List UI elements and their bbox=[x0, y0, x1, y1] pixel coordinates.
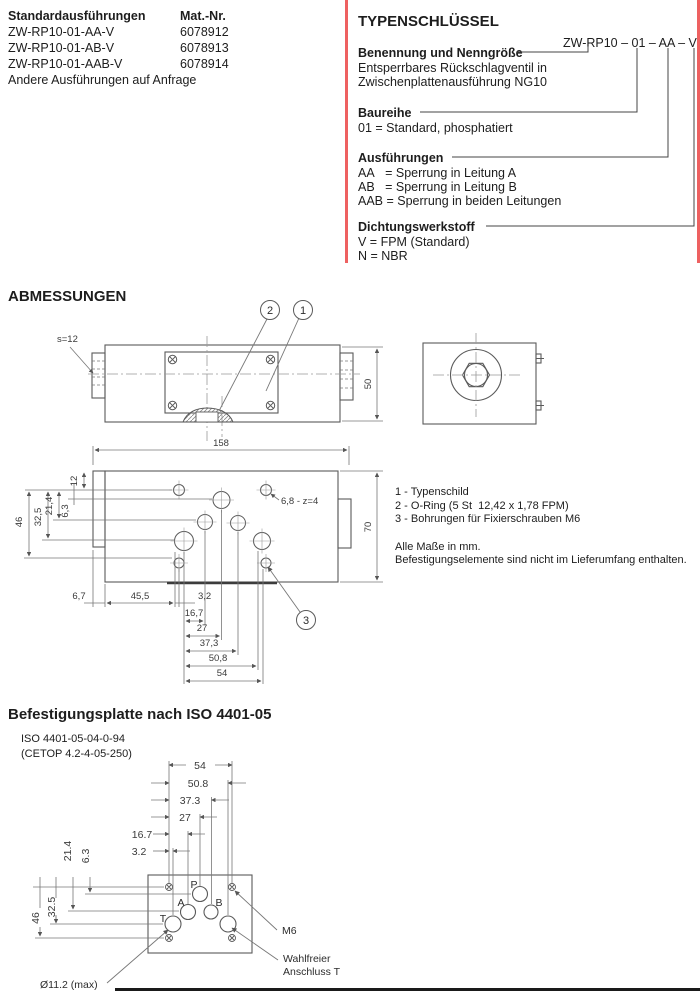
dim-6-7-label: 6,7 bbox=[72, 591, 86, 602]
type-key-title: TYPENSCHLÜSSEL bbox=[358, 13, 499, 30]
units-note: Alle Maße in mm. bbox=[395, 540, 481, 553]
dim-12-label: 12 bbox=[69, 475, 80, 487]
type-key-connectors bbox=[420, 46, 694, 226]
series-heading: Baureihe bbox=[358, 106, 412, 120]
plate-dim-54-label: 54 bbox=[194, 760, 206, 772]
variant-line: AA = Sperrung in Leitung A bbox=[358, 166, 517, 180]
spec-table-note: Andere Ausführungen auf Anfrage bbox=[8, 73, 197, 87]
callout-2-leader bbox=[219, 319, 267, 411]
plate-dim-3-2-label: 3.2 bbox=[131, 846, 147, 858]
hole-center-ticks bbox=[170, 481, 276, 573]
port-b-label: B bbox=[215, 897, 223, 909]
spec-col-type-header: Standardausführungen bbox=[8, 9, 146, 23]
callout-1-leader bbox=[266, 318, 299, 391]
port-t-hole bbox=[165, 916, 181, 932]
variant-line: AB = Sperrung in Leitung B bbox=[358, 180, 517, 194]
variant-line: AAB = Sperrung in beiden Leitungen bbox=[358, 194, 562, 208]
dimensions-title: ABMESSUNGEN bbox=[8, 288, 127, 305]
fasteners-note: Befestigungselemente sind nicht im Lieferumfang enthalten. bbox=[395, 554, 687, 566]
dim-6-3-label: 6,3 bbox=[60, 504, 71, 518]
height-70-dim bbox=[340, 471, 383, 582]
side-body-outline bbox=[423, 343, 536, 424]
dim-46-label: 46 bbox=[14, 516, 25, 528]
dim-45-5-label: 45,5 bbox=[130, 591, 150, 602]
mounting-title: Befestigungsplatte nach ISO 4401-05 bbox=[8, 706, 272, 723]
valve-body-outline bbox=[105, 345, 340, 422]
optional-t-leader bbox=[232, 928, 278, 960]
mat-nr-cell: 6078913 bbox=[180, 41, 229, 55]
iso-subtitle: ISO 4401-05-04-0-94 bbox=[21, 733, 125, 745]
variants-connector bbox=[452, 48, 668, 157]
port-p-label: P bbox=[190, 879, 198, 891]
naming-line: Zwischenplattenausführung NG10 bbox=[358, 75, 548, 89]
type-key-code: ZW-RP10 – 01 – AA – V bbox=[563, 36, 697, 50]
naming-connector bbox=[517, 46, 588, 52]
callouts bbox=[219, 301, 313, 412]
dim-21-4-label: 21,4 bbox=[44, 496, 55, 516]
drawing-mounting-plate bbox=[30, 760, 341, 991]
callout-3-leader bbox=[268, 567, 300, 612]
type-code-cell: ZW-RP10-01-AB-V bbox=[8, 41, 115, 55]
m6-label: M6 bbox=[282, 925, 297, 937]
plate-dim-6-3-label: 6.3 bbox=[80, 848, 92, 864]
dim-50-8-label: 50,8 bbox=[208, 653, 228, 664]
diameter-label: Ø11.2 (max) bbox=[40, 979, 98, 991]
dim-37-3-label: 37,3 bbox=[199, 638, 219, 649]
right-tab bbox=[340, 353, 353, 400]
hole-spec-leader bbox=[271, 494, 279, 500]
legend-item: 1 - Typenschild bbox=[395, 486, 469, 498]
plate-dim-32-5-label: 32.5 bbox=[46, 896, 58, 918]
series-connector bbox=[420, 48, 637, 112]
left-tab bbox=[92, 353, 105, 398]
side-centerlines bbox=[433, 333, 520, 417]
plate-dim-27-label: 27 bbox=[179, 812, 191, 824]
o-ring-port bbox=[196, 412, 218, 422]
name-plate bbox=[165, 352, 278, 413]
legend-item: 2 - O-Ring (5 St 12,42 x 1,78 FPM) bbox=[395, 499, 569, 512]
plate-dim-37-3-label: 37.3 bbox=[179, 795, 201, 807]
port-a-label: A bbox=[177, 897, 185, 909]
dim-27-label: 27 bbox=[196, 623, 208, 634]
callout-3-label: 3 bbox=[302, 615, 310, 627]
drawing-bottom-view bbox=[14, 438, 383, 684]
footprint-right-notch bbox=[338, 499, 351, 548]
cetop-subtitle: (CETOP 4.2-4-05-250) bbox=[21, 748, 132, 760]
mat-nr-cell: 6078914 bbox=[180, 57, 229, 71]
dim-32-5-label: 32,5 bbox=[33, 507, 44, 527]
port-holes bbox=[174, 485, 272, 569]
drawing-side-view bbox=[423, 333, 544, 424]
seal-connector bbox=[486, 48, 694, 226]
plate-ports bbox=[165, 887, 236, 933]
legend-item: 3 - Bohrungen für Fixierschrauben M6 bbox=[395, 513, 581, 525]
footprint-left-tab bbox=[93, 471, 105, 547]
m6-leader bbox=[235, 891, 277, 930]
s12-leader bbox=[70, 347, 93, 373]
drawing-top-view bbox=[57, 301, 383, 442]
dim-54-label: 54 bbox=[216, 668, 228, 679]
optional-t-label-line2: Anschluss T bbox=[283, 966, 340, 978]
series-line: 01 = Standard, phosphatiert bbox=[358, 121, 513, 135]
length-158-label: 158 bbox=[213, 438, 229, 449]
seal-heading: Dichtungswerkstoff bbox=[358, 220, 475, 234]
plate-dim-16-7-label: 16.7 bbox=[131, 829, 153, 841]
naming-heading: Benennung und Nenngröße bbox=[358, 46, 523, 60]
type-code-cell: ZW-RP10-01-AAB-V bbox=[8, 57, 123, 71]
optional-t-label-line1: Wahlfreier bbox=[283, 953, 331, 965]
bottom-dim-chains bbox=[84, 603, 261, 681]
port-t-label: T bbox=[159, 913, 167, 925]
hole-spec-label: 6,8 - z=4 bbox=[281, 496, 319, 507]
naming-line: Entsperrbares Rückschlagventil in bbox=[358, 61, 547, 75]
seal-line: N = NBR bbox=[358, 249, 408, 263]
seal-line: V = FPM (Standard) bbox=[358, 235, 470, 249]
bottom-extension-lines bbox=[93, 510, 263, 684]
plate-dim-21-4-label: 21.4 bbox=[62, 840, 74, 862]
type-code-cell: ZW-RP10-01-AA-V bbox=[8, 25, 115, 39]
tab-thread-lines bbox=[92, 361, 353, 388]
plate-dim-46-label: 46 bbox=[30, 912, 42, 924]
mat-nr-cell: 6078912 bbox=[180, 25, 229, 39]
callout-2-label: 2 bbox=[266, 305, 274, 317]
variants-heading: Ausführungen bbox=[358, 151, 444, 165]
plate-bolt-holes bbox=[166, 884, 236, 942]
callout-1-label: 1 bbox=[299, 305, 307, 317]
plate-dim-50-8-label: 50.8 bbox=[187, 778, 209, 790]
plate-screws bbox=[168, 355, 274, 409]
height-70-label: 70 bbox=[363, 521, 374, 533]
dim-3-2-label: 3,2 bbox=[198, 591, 212, 602]
height-50-label: 50 bbox=[363, 378, 374, 390]
dim-16-7-label: 16,7 bbox=[184, 608, 204, 619]
s12-label: s=12 bbox=[57, 334, 78, 345]
spec-col-mat-header: Mat.-Nr. bbox=[180, 9, 226, 23]
